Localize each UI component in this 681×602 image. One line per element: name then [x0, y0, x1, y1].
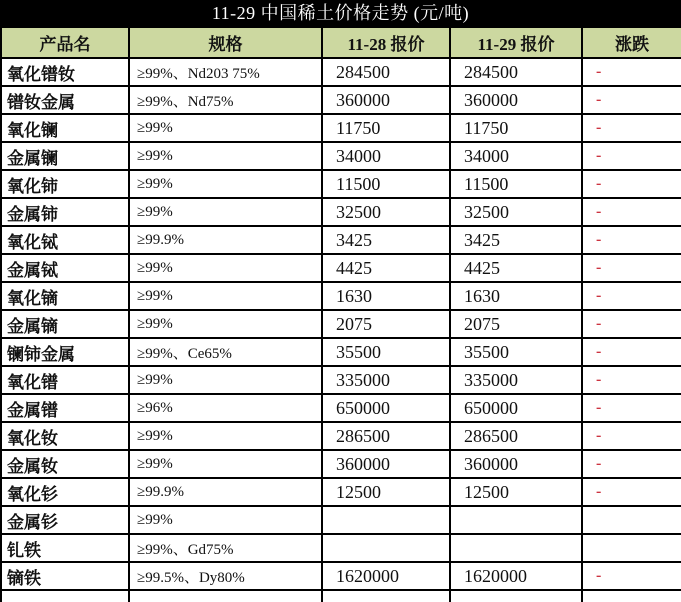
product-cell: 金属钐: [1, 506, 129, 534]
spec-cell: ≥96%: [129, 394, 322, 422]
empty-cell: [450, 590, 582, 602]
table-row: [1, 338, 681, 366]
price-1128-cell: 360000: [322, 86, 450, 114]
spec-cell: ≥99%: [129, 282, 322, 310]
product-cell: 氧化钕: [1, 422, 129, 450]
change-cell: -: [582, 450, 681, 478]
spec-cell: ≥99%、Ce65%: [129, 338, 322, 366]
table-row: [1, 310, 681, 338]
price-1128-cell: 3425: [322, 226, 450, 254]
price-1128-cell: [322, 506, 450, 534]
col-header-price-1128: 11-28 报价: [322, 27, 450, 58]
price-1129-cell: 1620000: [450, 562, 582, 590]
change-cell: -: [582, 422, 681, 450]
table-row: [1, 422, 681, 450]
table-row: [1, 198, 681, 226]
col-header-spec: 规格: [129, 27, 322, 58]
empty-cell: [322, 590, 450, 602]
change-cell: -: [582, 338, 681, 366]
product-cell: 氧化钐: [1, 478, 129, 506]
spec-cell: ≥99.9%: [129, 226, 322, 254]
price-1128-cell: 32500: [322, 198, 450, 226]
product-cell: 氧化铈: [1, 170, 129, 198]
spec-cell: ≥99%: [129, 506, 322, 534]
change-cell: -: [582, 310, 681, 338]
col-header-price-1129: 11-29 报价: [450, 27, 582, 58]
change-cell: -: [582, 478, 681, 506]
price-table: [0, 26, 681, 602]
empty-cell: [129, 590, 322, 602]
product-cell: 钆铁: [1, 534, 129, 562]
price-1128-cell: 4425: [322, 254, 450, 282]
col-header-product: 产品名: [1, 27, 129, 58]
price-1128-cell: 286500: [322, 422, 450, 450]
spec-cell: ≥99%: [129, 422, 322, 450]
table-row: [1, 254, 681, 282]
table-row: [1, 114, 681, 142]
price-1129-cell: [450, 534, 582, 562]
table-row: [1, 506, 681, 534]
table-row: [1, 282, 681, 310]
table-row: [1, 142, 681, 170]
product-cell: 氧化镨: [1, 366, 129, 394]
change-cell: -: [582, 562, 681, 590]
price-1129-cell: 360000: [450, 86, 582, 114]
price-1129-cell: 35500: [450, 338, 582, 366]
product-cell: 氧化镧: [1, 114, 129, 142]
product-cell: 镨钕金属: [1, 86, 129, 114]
spec-cell: ≥99%: [129, 450, 322, 478]
change-cell: -: [582, 394, 681, 422]
table-row: [1, 366, 681, 394]
price-1129-cell: 335000: [450, 366, 582, 394]
price-1128-cell: 335000: [322, 366, 450, 394]
spec-cell: ≥99%: [129, 142, 322, 170]
change-cell: [582, 534, 681, 562]
change-cell: -: [582, 198, 681, 226]
price-1129-cell: 12500: [450, 478, 582, 506]
price-1129-cell: 360000: [450, 450, 582, 478]
empty-cell: [1, 590, 129, 602]
spec-cell: ≥99%: [129, 254, 322, 282]
price-1128-cell: 284500: [322, 58, 450, 86]
table-row-partial: [1, 590, 681, 602]
spec-cell: ≥99%、Nd75%: [129, 86, 322, 114]
price-1128-cell: 1630: [322, 282, 450, 310]
price-1128-cell: 34000: [322, 142, 450, 170]
product-cell: 氧化镨钕: [1, 58, 129, 86]
spec-cell: ≥99%、Nd203 75%: [129, 58, 322, 86]
spec-cell: ≥99%: [129, 310, 322, 338]
header-row: [1, 27, 681, 58]
change-cell: -: [582, 86, 681, 114]
spec-cell: ≥99%: [129, 114, 322, 142]
change-cell: -: [582, 114, 681, 142]
price-1128-cell: 2075: [322, 310, 450, 338]
price-1129-cell: 650000: [450, 394, 582, 422]
price-1129-cell: 284500: [450, 58, 582, 86]
change-cell: -: [582, 226, 681, 254]
price-1128-cell: 11750: [322, 114, 450, 142]
product-cell: 金属镧: [1, 142, 129, 170]
product-cell: 金属镝: [1, 310, 129, 338]
price-1128-cell: 650000: [322, 394, 450, 422]
spec-cell: ≥99%: [129, 198, 322, 226]
table-row: [1, 478, 681, 506]
table-title: 11-29 中国稀土价格走势 (元/吨): [0, 0, 681, 26]
price-1128-cell: 11500: [322, 170, 450, 198]
price-1129-cell: 286500: [450, 422, 582, 450]
change-cell: -: [582, 170, 681, 198]
table-row: [1, 58, 681, 86]
product-cell: 金属镨: [1, 394, 129, 422]
price-1129-cell: 3425: [450, 226, 582, 254]
product-cell: 镝铁: [1, 562, 129, 590]
price-1128-cell: 1620000: [322, 562, 450, 590]
product-cell: 氧化镝: [1, 282, 129, 310]
price-1129-cell: 2075: [450, 310, 582, 338]
col-header-change: 涨跌: [582, 27, 681, 58]
empty-cell: [582, 590, 681, 602]
price-1128-cell: 35500: [322, 338, 450, 366]
change-cell: -: [582, 254, 681, 282]
product-cell: 金属钕: [1, 450, 129, 478]
spec-cell: ≥99.9%: [129, 478, 322, 506]
change-cell: -: [582, 142, 681, 170]
product-cell: 金属铈: [1, 198, 129, 226]
spec-cell: ≥99%: [129, 170, 322, 198]
price-1129-cell: 11750: [450, 114, 582, 142]
price-1128-cell: [322, 534, 450, 562]
product-cell: 镧铈金属: [1, 338, 129, 366]
product-cell: 金属铽: [1, 254, 129, 282]
price-1129-cell: 34000: [450, 142, 582, 170]
table-row: [1, 450, 681, 478]
price-1129-cell: [450, 506, 582, 534]
price-1129-cell: 32500: [450, 198, 582, 226]
price-1128-cell: 12500: [322, 478, 450, 506]
table-row: [1, 394, 681, 422]
change-cell: [582, 506, 681, 534]
change-cell: -: [582, 58, 681, 86]
spec-cell: ≥99%、Gd75%: [129, 534, 322, 562]
table-row: [1, 86, 681, 114]
table-row: [1, 534, 681, 562]
table-row: [1, 226, 681, 254]
price-1129-cell: 4425: [450, 254, 582, 282]
table-row: [1, 562, 681, 590]
price-1129-cell: 1630: [450, 282, 582, 310]
price-1129-cell: 11500: [450, 170, 582, 198]
change-cell: -: [582, 366, 681, 394]
change-cell: -: [582, 282, 681, 310]
spec-cell: ≥99.5%、Dy80%: [129, 562, 322, 590]
price-1128-cell: 360000: [322, 450, 450, 478]
product-cell: 氧化铽: [1, 226, 129, 254]
table-row: [1, 170, 681, 198]
spec-cell: ≥99%: [129, 366, 322, 394]
table-body: [1, 58, 681, 602]
